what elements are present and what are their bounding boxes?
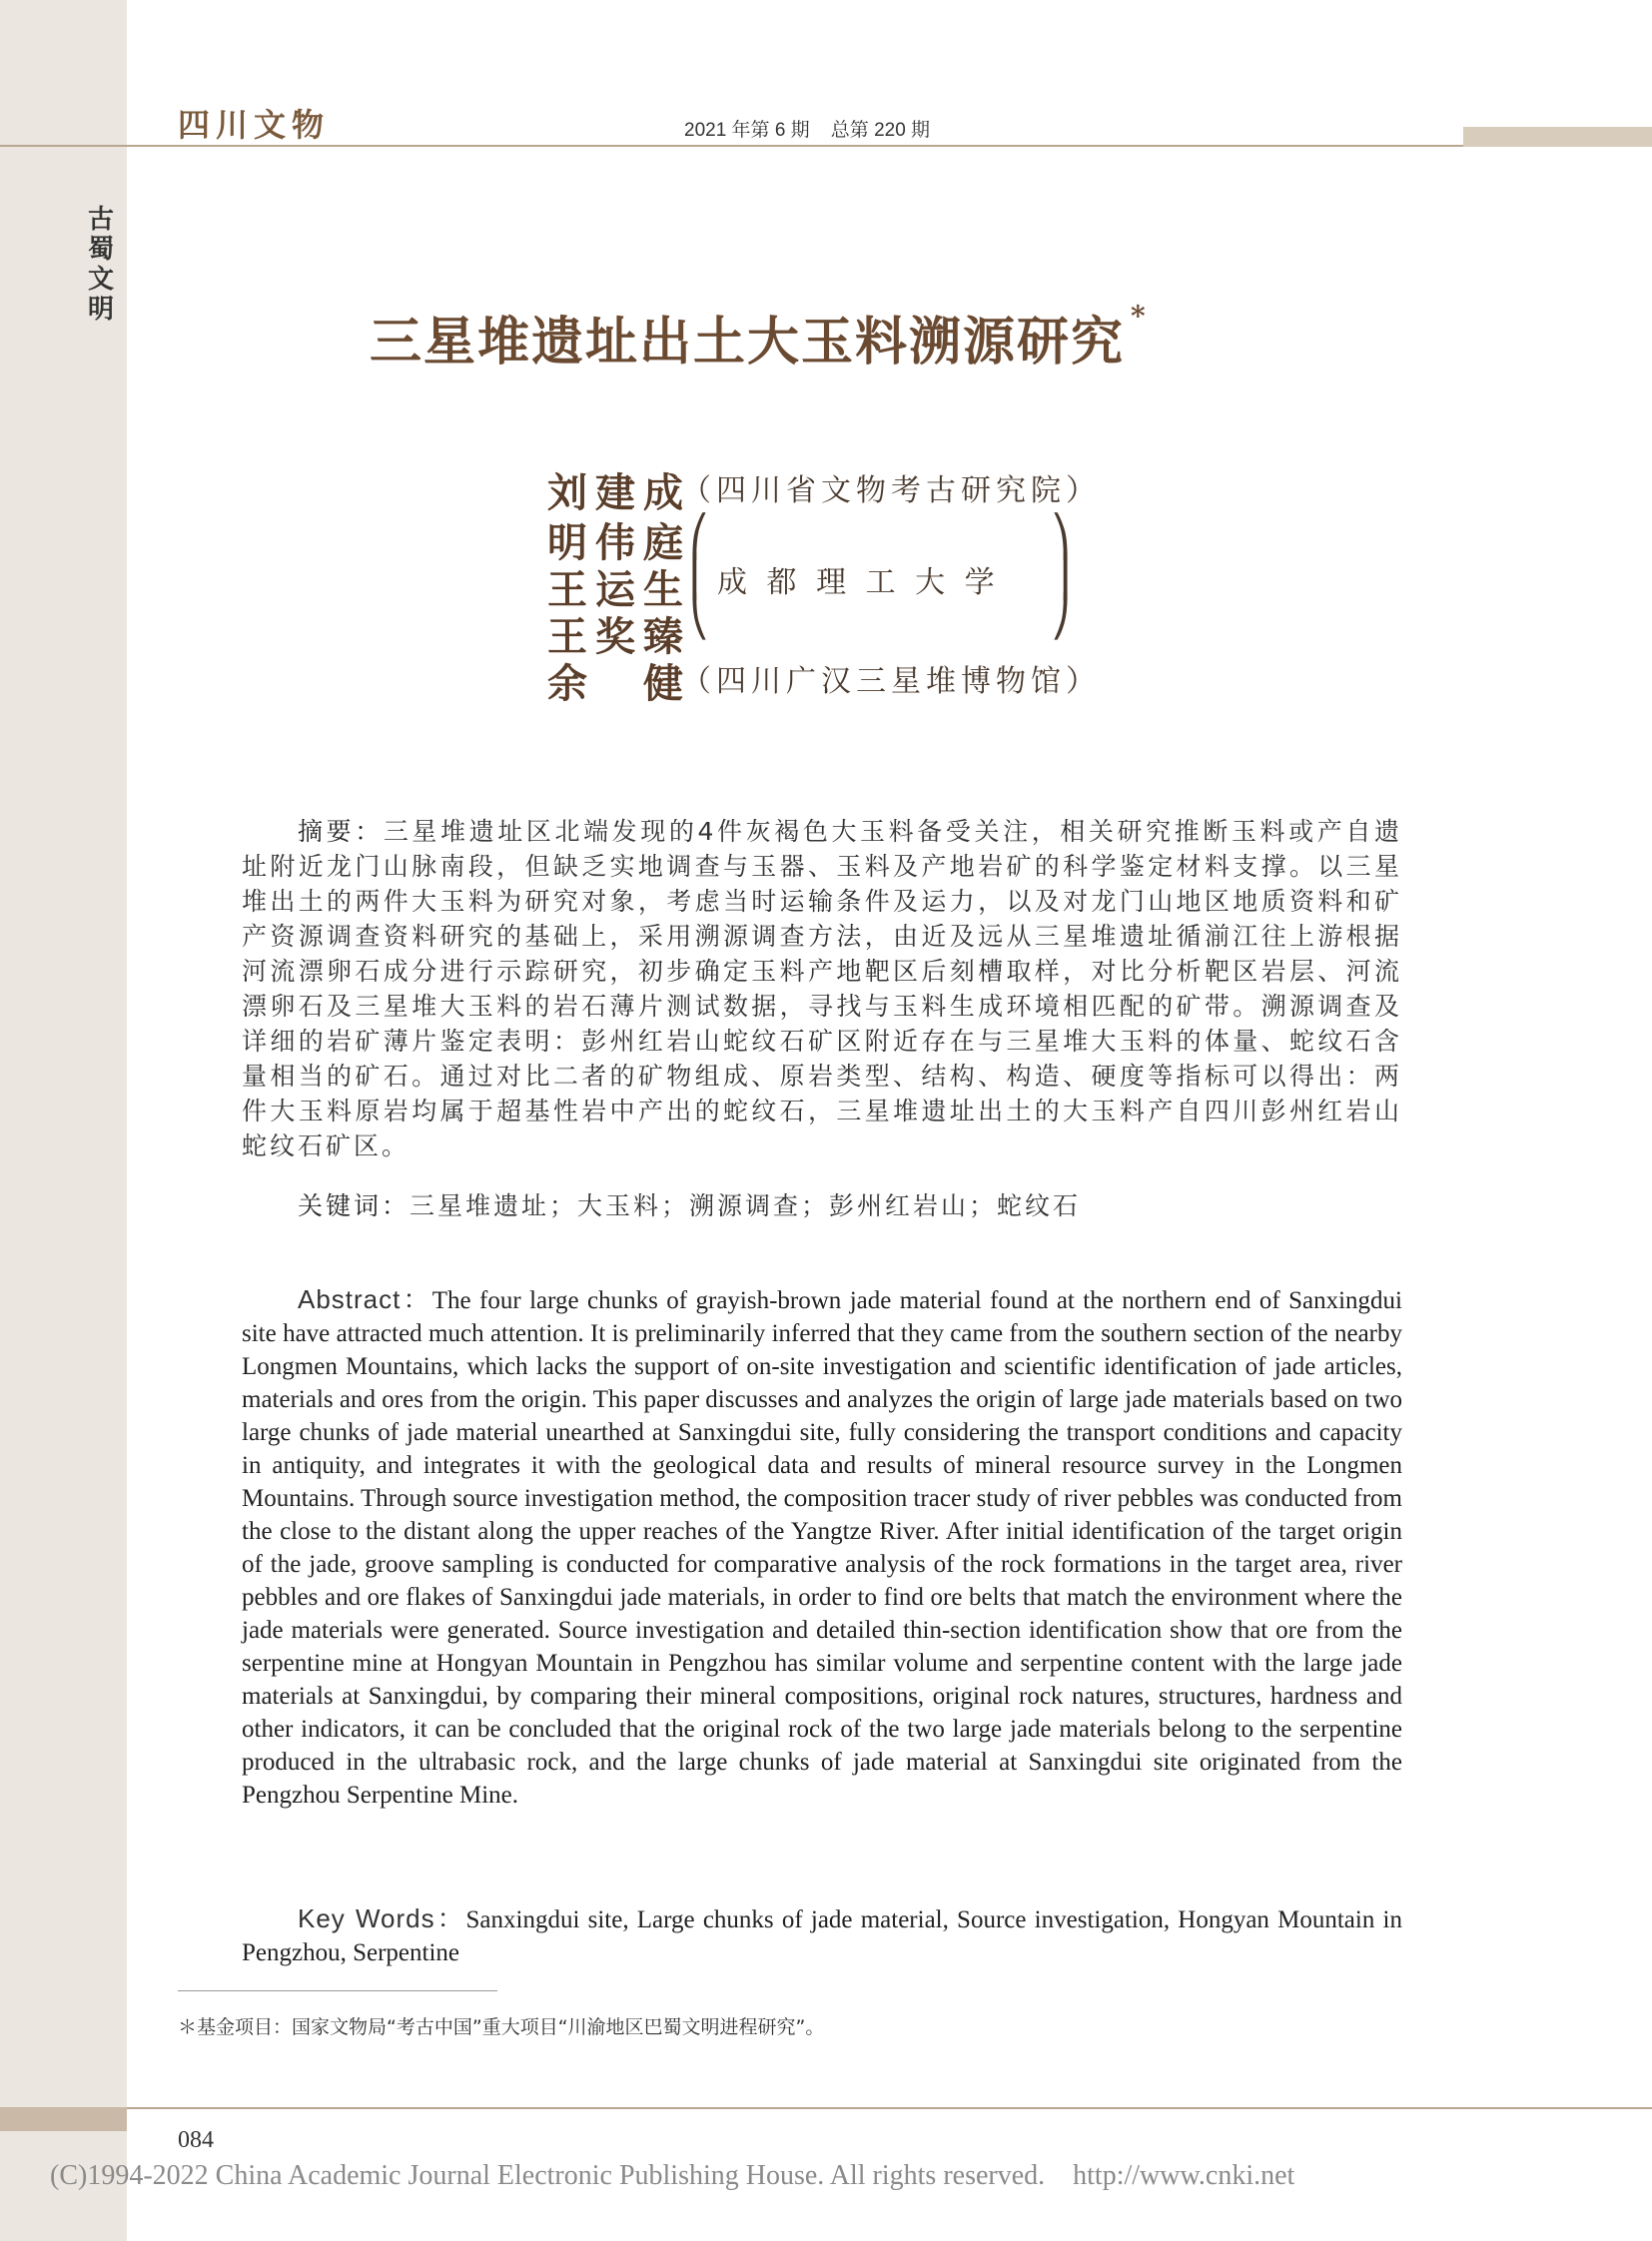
issue-info: 2021 年第 6 期 总第 220 期 xyxy=(684,120,931,141)
title-text: 三星堆遗址出土大玉料溯源研究 xyxy=(370,312,1126,373)
keywords-label: 关键词： xyxy=(298,1191,411,1220)
title-footnote-mark: * xyxy=(1131,300,1148,333)
abstract-text: The four large chunks of grayish-brown jade material found at the northern end of Sanxingdui site have attracted much attention. It is preliminarily inferred that they came from the southern section of the nearby Longmen Mountains, which lacks the support of on-site investigation and scientific identification of jade articles, materials and ores from the origin. This paper discusses and analyzes the origin of large jade materials based on two large chunks of jade material unearthed at Sanxingdui site, fully considering the transport conditions and capacity in antiquity, and integrates it with the geological data and results of mineral resource survey in the Longmen Mountains. Through source investigation method, the composition tracer study of river pebbles was conducted from the close to the distant along the upper reaches of the Yangtze River. After initial identification of the target origin of the jade, groove sampling is conducted for comparative analysis of the rock formations in the target area, river pebbles and ore flakes of Sanxingdui jade materials, in order to find ore belts that match the environment where the jade materials were generated. Source investigation and detailed thin-section identification show that ore from the serpentine mine at Hongyan Mountain in Pengzhou has similar volume and serpentine content with the large jade materials at Sanxingdui, by comparing their mineral compositions, original rock natures, structures, hardness and other indicators, it can be concluded that the original rock of the two large jade materials belong to the serpentine produced in the ultrabasic rock, and the large chunks of jade material at Sanxingdui site originated from the Pengzhou Serpentine Mine. xyxy=(242,1287,1403,1809)
journal-logo: 四川文物 xyxy=(178,106,331,144)
abstract-chinese xyxy=(242,814,1402,1163)
right-brace: ⎞ ⎟ ⎠ xyxy=(1051,514,1071,640)
keywords-label: Key Words： xyxy=(298,1903,466,1933)
footnote-rule xyxy=(178,1990,497,1991)
keywords-english xyxy=(242,1902,1402,1969)
footer-rule xyxy=(127,2107,1652,2109)
footer-accent-bar xyxy=(0,2107,127,2131)
author-name: 王奖臻 xyxy=(547,613,691,660)
author-affiliation: （四川广汉三星堆博物馆） xyxy=(681,664,1101,699)
author-name: 刘建成 xyxy=(547,469,691,516)
author-name: 余 健 xyxy=(547,660,691,707)
left-margin-strip xyxy=(0,0,127,2241)
author-name: 王运生 xyxy=(547,566,691,613)
author-affiliation: （四川省文物考古研究院） xyxy=(681,473,1101,508)
author-group-affiliation: 成 都 理 工 大 学 xyxy=(717,565,1000,600)
left-brace: ⎛ ⎜ ⎝ xyxy=(689,514,709,640)
article-title xyxy=(370,300,1148,374)
abstract-english xyxy=(242,1283,1402,1812)
header-accent-bar xyxy=(1463,127,1652,147)
keywords-text: 三星堆遗址；大玉料；溯源调查；彭州红岩山；蛇纹石 xyxy=(410,1191,1082,1220)
footnote: ＊基金项目：国家文物局“考古中国”重大项目“川渝地区巴蜀文明进程研究”。 xyxy=(178,2016,825,2038)
author-name: 明伟庭 xyxy=(547,519,691,566)
keywords-chinese xyxy=(298,1188,1396,1223)
abstract-label: 摘要： xyxy=(298,817,384,846)
section-label: 古蜀文明 xyxy=(87,205,114,325)
abstract-label: Abstract： xyxy=(298,1284,432,1314)
copyright-line: (C)1994-2022 China Academic Journal Electronic Publishing House. All rights reserved. http://www.cnki.net xyxy=(50,2160,1295,2191)
abstract-text: 三星堆遗址区北端发现的4件灰褐色大玉料备受关注，相关研究推断玉料或产自遗址附近龙门山脉南段，但缺乏实地调查与玉器、玉料及产地岩矿的科学鉴定材料支撑。以三星堆出土的两件大玉料为研究对象，考虑当时运输条件及运力，以及对龙门山地区地质资料和矿产资源调查资料研究的基础上，采用溯源调查方法，由近及远从三星堆遗址循湔江往上游根据河流漂卵石成分进行示踪研究，初步确定玉料产地靶区后刻槽取样，对比分析靶区岩层、河流漂卵石及三星堆大玉料的岩石薄片测试数据，寻找与玉料生成环境相匹配的矿带。溯源调查及详细的岩矿薄片鉴定表明：彭州红岩山蛇纹石矿区附近存在与三星堆大玉料的体量、蛇纹石含量相当的矿石。通过对比二者的矿物组成、原岩类型、结构、构造、硬度等指标可以得出：两件大玉料原岩均属于超基性岩中产出的蛇纹石，三星堆遗址出土的大玉料产自四川彭州红岩山蛇纹石矿区。 xyxy=(242,817,1402,1160)
keywords-text: Sanxingdui site, Large chunks of jade material, Source investigation, Hongyan Mountain in Pengzhou, Serpentine xyxy=(242,1906,1402,1966)
page-number: 084 xyxy=(178,2127,214,2153)
